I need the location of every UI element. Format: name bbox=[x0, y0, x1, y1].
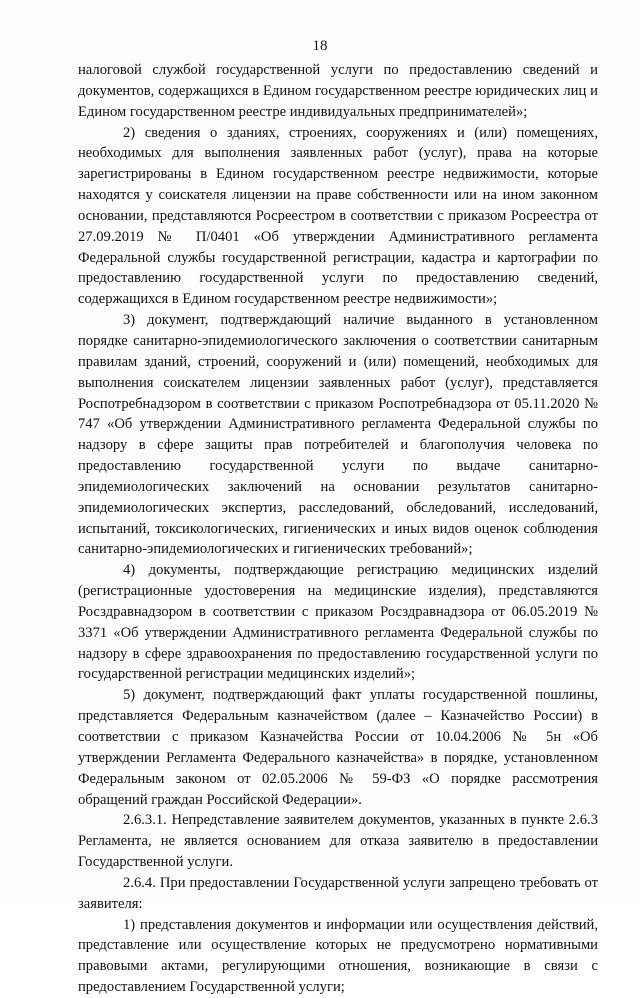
paragraph-2-6-3-1: 2.6.3.1. Непредставление заявителем документов, указанных в пункте 2.6.3 Регламента, не является основанием для отказа заявителю в предоставлении Государственной услуги. bbox=[78, 812, 598, 871]
paragraph-item-4: 4) документы, подтверждающие регистрацию медицинских изделий (регистрационные удостоверения на медицинские изделия), представляются Росздравнадзором в соответствии с приказом Росздравнадзора от 06.05.2019 № 3371 «Об утверждении Административного регламента Федеральной службы по надзору в сфере здравоохранения по предоставлению государственной услуги по государственной регистрации медицинских изделий»; bbox=[78, 562, 598, 683]
paragraph-item-5: 5) документ, подтверждающий факт уплаты государственной пошлины, представляется Федеральным казначейством (далее – Казначейство России) в соответствии с приказом Казначейства России от 10.04.2006 № 5н «Об утверждении Регламента Федерального казначейства» в порядке, установленном Федеральным законом от 02.05.2006 № 59-ФЗ «О порядке рассмотрения обращений граждан Российской Федерации». bbox=[78, 687, 598, 808]
paragraph-item-2: 2) сведения о зданиях, строениях, сооружениях и (или) помещениях, необходимых для выполнения заявленных работ (услуг), права на которые зарегистрированы в Едином государственном реестре недвижимости, которые находятся у соискателя лицензии на праве собственности или на ином законном основании, представляются Росреестром в соответствии с приказом Росреестра от 27.09.2019 № П/0401 «Об утверждении Административного регламента Федеральной службы государственной регистрации, кадастра и картографии по предоставлению государственной услуги по предоставлению сведений, содержащихся в Едином государственном реестре недвижимости»; bbox=[78, 124, 598, 308]
paragraph-2-6-4: 2.6.4. При предоставлении Государственной услуги запрещено требовать от заявителя: bbox=[78, 874, 598, 912]
body-text bbox=[78, 60, 598, 998]
page-number: 18 bbox=[312, 38, 328, 54]
paragraph-item-3: 3) документ, подтверждающий наличие выданного в установленном порядке санитарно-эпидемиологического заключения о соответствии санитарным правилам зданий, строений, сооружений и (или) помещений, необходимых для выполнения соискателем лицензии заявленных работ (услуг), представляется Роспотребнадзором в соответствии с приказом Роспотребнадзора от 05.11.2020 № 747 «Об утверждении Административного регламента Федеральной службы по надзору в сфере защиты прав потребителей и благополучия человека по предоставлению государственной услуги по выдаче санитарно-эпидемиологических заключений на основании результатов санитарно-эпидемиологических экспертиз, расследований, обследований, исследований, испытаний, токсикологических, гигиенических и иных видов оценок соблюдения санитарно-эпидемиологических и гигиенических требований»; bbox=[78, 312, 598, 558]
paragraph-continuation: налоговой службой государственной услуги по предоставлению сведений и документов, содержащихся в Едином государственном реестре юридических лиц и Едином государственном реестре индивидуальных предпринимателей»; bbox=[78, 62, 598, 120]
paragraph-2-6-4-item-1: 1) представления документов и информации или осуществления действий, представление или осуществление которых не предусмотрено нормативными правовыми актами, регулирующими отношения, возникающие в связи с предоставлением Государственной услуги; bbox=[78, 916, 598, 996]
